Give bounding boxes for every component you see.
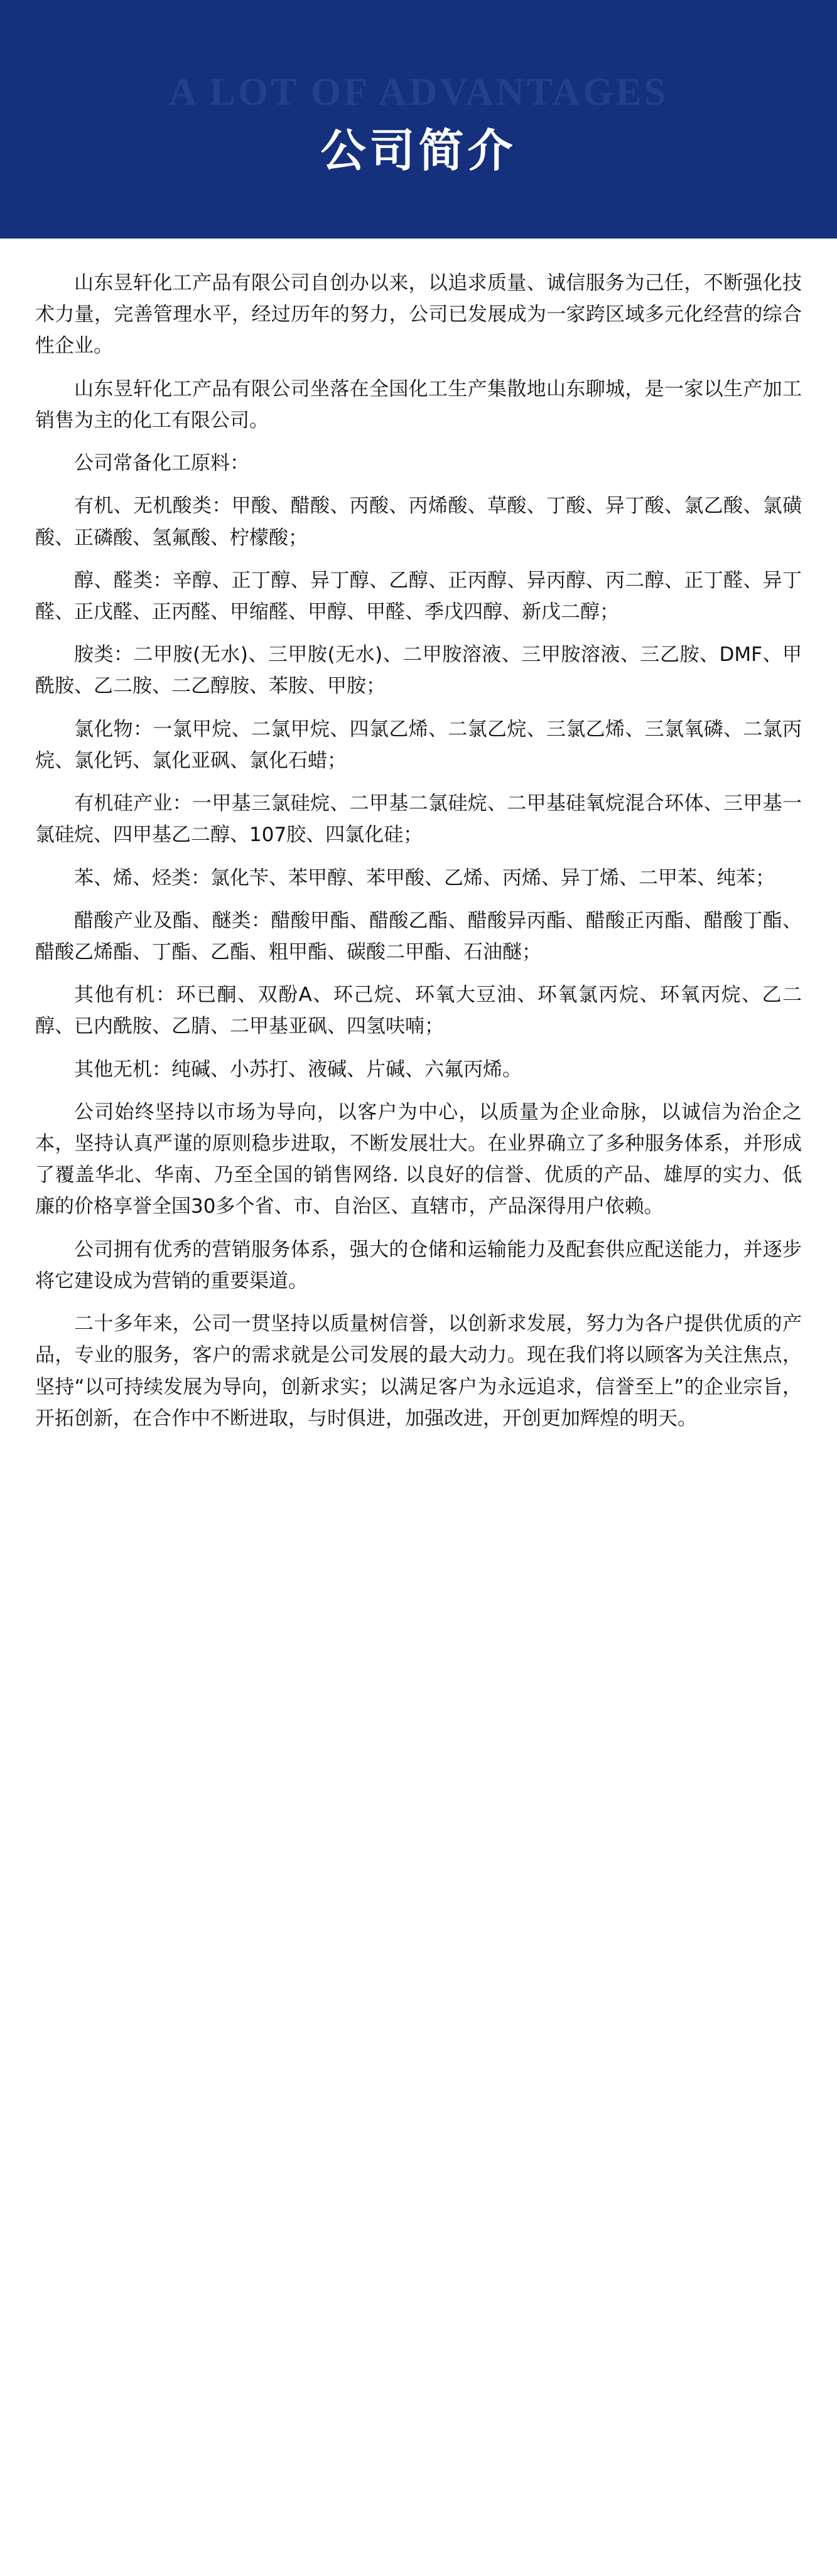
paragraph: 有机、无机酸类：甲酸、醋酸、丙酸、丙烯酸、草酸、丁酸、异丁酸、氯乙酸、氯磺酸、正磷酸、氢氟酸、柠檬酸； [35, 495, 802, 549]
paragraph: 醇、醛类：辛醇、正丁醇、异丁醇、乙醇、正丙醇、异丙醇、丙二醇、正丁醛、异丁醛、正戊醛、正丙醛、甲缩醛、甲醇、甲醛、季戊四醇、新戊二醇； [35, 569, 802, 623]
paragraph: 其他无机：纯碱、小苏打、液碱、片碱、六氟丙烯。 [74, 1058, 522, 1081]
paragraph: 山东昱轩化工产品有限公司坐落在全国化工生产集散地山东聊城，是一家以生产加工销售为主的化工有限公司。 [35, 377, 802, 432]
banner-watermark-text: A LOT OF ADVANTAGES [168, 71, 669, 114]
paragraph: 氯化物：一氯甲烷、二氯甲烷、四氯乙烯、二氯乙烷、三氯乙烯、三氯氧磷、二氯丙烷、氯化钙、氯化亚砜、氯化石蜡； [35, 717, 802, 772]
page-title: 公司简介 [320, 124, 517, 177]
paragraph: 公司始终坚持以市场为导向，以客户为中心，以质量为企业命脉，以诚信为治企之本，坚持认真严谨的原则稳步进取，不断发展壮大。在业界确立了多种服务体系，并形成了覆盖华北、华南、乃至全国的销售网络. 以良好的信誉、优质的产品、雄厚的实力、低廉的价格享誉全国30多个省、市、自治区、直辖市，产品深得用户依赖。 [35, 1100, 802, 1218]
paragraph: 胺类：二甲胺(无水)、三甲胺(无水)、二甲胺溶液、三甲胺溶液、三乙胺、DMF、甲酰胺、乙二胺、二乙醇胺、苯胺、甲胺； [35, 643, 802, 698]
paragraph: 山东昱轩化工产品有限公司自创办以来，以追求质量、诚信服务为己任，不断强化技术力量，完善管理水平，经过历年的努力，公司已发展成为一家跨区域多元化经营的综合性企业。 [35, 272, 802, 358]
paragraph: 公司常备化工原料： [74, 452, 249, 475]
paragraph: 醋酸产业及酯、醚类：醋酸甲酯、醋酸乙酯、醋酸异丙酯、醋酸正丙酯、醋酸丁酯、醋酸乙烯酯、丁酯、乙酯、粗甲酯、碳酸二甲酯、石油醚； [35, 909, 802, 963]
paragraph: 有机硅产业：一甲基三氯硅烷、二甲基二氯硅烷、二甲基硅氧烷混合环体、三甲基一氯硅烷、四甲基乙二醇、107胶、四氯化硅； [35, 792, 802, 847]
paragraph: 公司拥有优秀的营销服务体系，强大的仓储和运输能力及配套供应配送能力，并逐步将它建设成为营销的重要渠道。 [35, 1238, 802, 1292]
paragraph: 二十多年来，公司一贯坚持以质量树信誉，以创新求发展，努力为各户提供优质的产品，专业的服务，客户的需求就是公司发展的最大动力。现在我们将以顾客为关注焦点，坚持“以可持续发展为导向，创新求实；以满足客户为永远追求，信誉至上”的企业宗旨，开拓创新，在合作中不断进取，与时俱进，加强改进，开创更加辉煌的明天。 [35, 1312, 802, 1430]
page-banner [0, 0, 837, 239]
paragraph: 其他有机：环已酮、双酚A、环己烷、环氧大豆油、环氧氯丙烷、环氧丙烷、乙二醇、已内酰胺、乙腈、二甲基亚砜、四氢呋喃； [35, 984, 802, 1038]
document-body [0, 239, 837, 1478]
paragraph: 苯、烯、烃类：氯化苄、苯甲醇、苯甲酸、乙烯、丙烯、异丁烯、二甲苯、纯苯； [74, 866, 775, 889]
